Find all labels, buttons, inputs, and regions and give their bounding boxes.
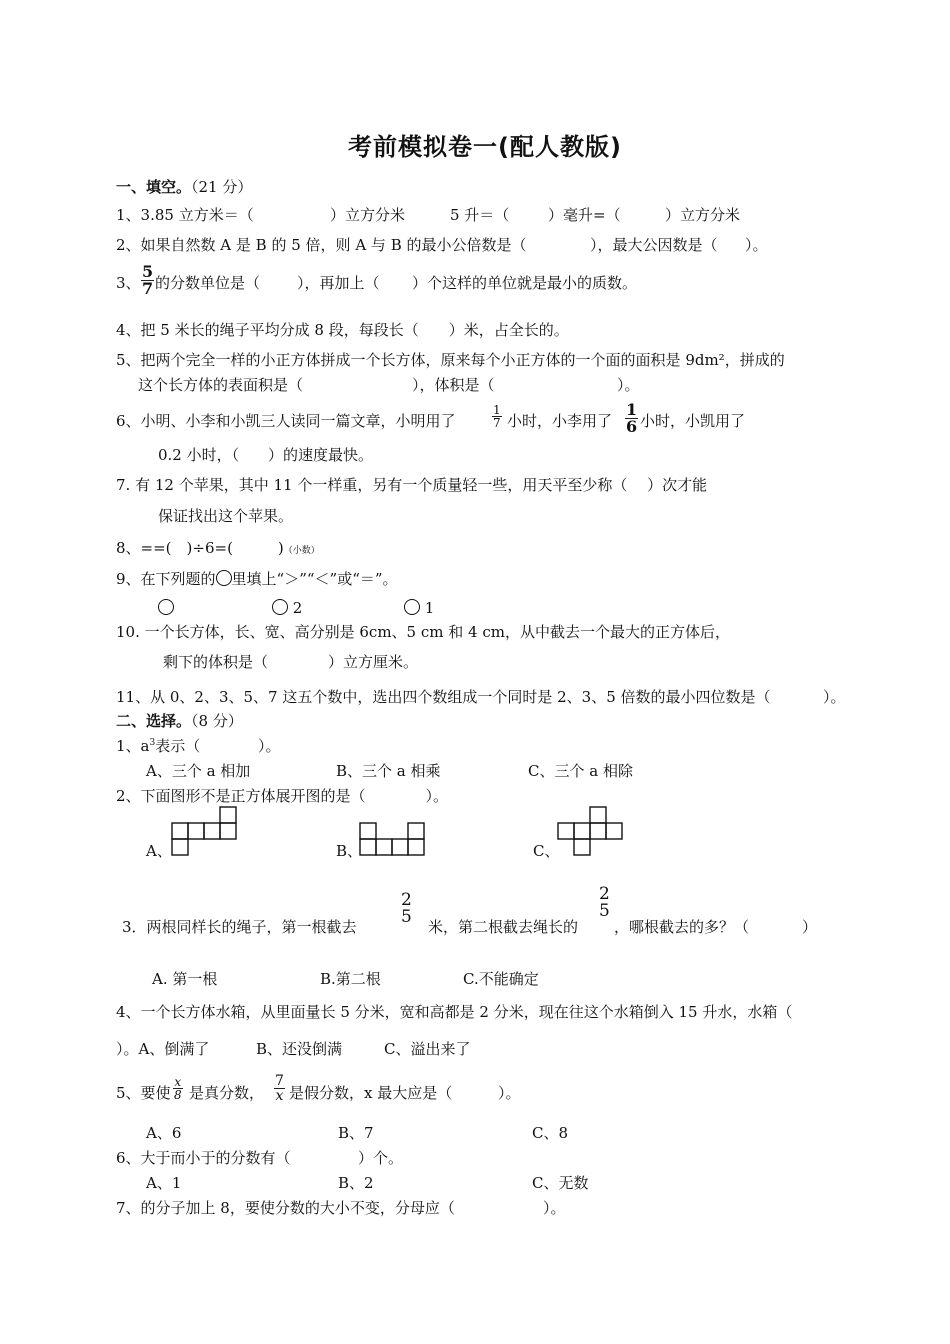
c1-option-b[interactable]: B、三个 a 相乘 bbox=[336, 762, 441, 780]
q2-text-c: ）。 bbox=[745, 236, 768, 254]
question-1 bbox=[0, 206, 950, 228]
c3-fraction-1 bbox=[400, 892, 413, 926]
question-6-line-1 bbox=[0, 400, 950, 444]
q11-text-a: 11、从 0、2、3、5、7 这五个数中，选出四个数组成一个同时是 2、3、5 倍数的最小四位数是（ bbox=[116, 688, 771, 706]
c5-option-a[interactable]: A、6 bbox=[146, 1124, 182, 1142]
q10-text-a: 剩下的体积是（ bbox=[163, 653, 269, 671]
c7-text-a: 7、的分子加上 8，要使分数的大小不变，分母应（ bbox=[116, 1199, 455, 1217]
section-score: （21 分） bbox=[191, 178, 253, 196]
circle-icon bbox=[216, 570, 232, 586]
c5-fraction-2 bbox=[274, 1074, 285, 1103]
fraction-denominator: 5 bbox=[401, 907, 412, 927]
question-9 bbox=[116, 570, 398, 588]
q8-note: （小数） bbox=[283, 546, 320, 556]
fraction-numerator: 2 bbox=[401, 890, 412, 910]
q1-text-e: ）立方分米 bbox=[665, 206, 741, 224]
q9-item-3-value: 1 bbox=[424, 599, 435, 617]
fraction-numerator: 1 bbox=[626, 400, 638, 419]
c5-option-b[interactable]: B、7 bbox=[338, 1124, 374, 1142]
c1-text-a bbox=[116, 737, 200, 755]
question-2 bbox=[0, 236, 950, 258]
c5-text-d: ）。 bbox=[498, 1084, 521, 1102]
choice-1-options bbox=[0, 762, 950, 784]
q5-text-a: 这个长方体的表面积是（ bbox=[138, 376, 304, 394]
cube-net-b bbox=[358, 822, 426, 856]
c4-option-c[interactable]: C、溢出来了 bbox=[384, 1040, 471, 1058]
c1-text-c: ）。 bbox=[258, 737, 281, 755]
question-10-line-2 bbox=[0, 653, 950, 675]
c5-text-a: 5、要使 bbox=[116, 1084, 171, 1102]
q6-text-c: 小时，小凯用了 bbox=[640, 412, 746, 430]
fraction-numerator: 1 bbox=[493, 403, 501, 417]
q1-text-c: 5 升＝（ bbox=[450, 206, 510, 224]
q5-text-c: ）。 bbox=[617, 376, 640, 394]
fraction-numerator: x bbox=[174, 1075, 182, 1089]
q6-text-a: 6、小明、小李和小凯三人读同一篇文章，小明用了 bbox=[116, 412, 456, 430]
c6-text-a: 6、大于而小于的分数有（ bbox=[116, 1149, 291, 1167]
choice-6-options bbox=[0, 1174, 950, 1196]
q11-text-b: ）。 bbox=[823, 688, 846, 706]
c3-text-c: ，哪根截去的多？（ bbox=[614, 918, 750, 936]
c2-option-c[interactable]: C、 bbox=[533, 842, 560, 860]
c1-exponent: 3 bbox=[149, 738, 156, 748]
section-title: 二、选择。 bbox=[116, 712, 192, 730]
q3-fraction bbox=[141, 264, 154, 297]
q5-text-b: ），体积是（ bbox=[412, 376, 495, 394]
q9-text-b: 里填上“＞”“＜”或“＝”。 bbox=[231, 570, 398, 588]
fraction-numerator: 2 bbox=[599, 884, 610, 904]
question-9-items bbox=[0, 599, 950, 621]
q3-text-a: 3、 bbox=[116, 274, 141, 292]
c6-option-a[interactable]: A、1 bbox=[146, 1174, 182, 1192]
c6-option-b[interactable]: B、2 bbox=[338, 1174, 374, 1192]
q6-line2-a: 0.2 小时，（ bbox=[158, 446, 240, 464]
q9-item-1[interactable] bbox=[158, 599, 174, 617]
q9-item-3[interactable] bbox=[404, 599, 434, 617]
question-10-line-1: 10. 一个长方体，长、宽、高分别是 6cm、5 cm 和 4 cm，从中截去一个最大的正方体后， bbox=[116, 623, 730, 641]
q2-text-b: ），最大公因数是（ bbox=[590, 236, 718, 254]
c3-text-a: 3．两根同样长的绳子，第一根截去 bbox=[122, 918, 357, 936]
circle-icon bbox=[272, 599, 288, 615]
q9-item-2-value: 2 bbox=[292, 599, 303, 617]
fraction-denominator: 7 bbox=[142, 279, 154, 298]
choice-3 bbox=[0, 886, 950, 936]
c6-text-b: ）个。 bbox=[358, 1149, 404, 1167]
c3-text-b: 米，第二根截去绳长的 bbox=[428, 918, 579, 936]
q1-text-a: 1、3.85 立方米＝（ bbox=[116, 206, 254, 224]
q6-fraction-1 bbox=[492, 404, 502, 429]
q3-text-b: 的分数单位是（ bbox=[155, 274, 261, 292]
q1-text-d: ）毫升=（ bbox=[548, 206, 621, 224]
choice-3-options bbox=[0, 970, 950, 992]
q1-text-b: ）立方分米 bbox=[330, 206, 406, 224]
c1-option-a[interactable]: A、三个 a 相加 bbox=[146, 762, 251, 780]
section-heading-fill-in bbox=[116, 178, 252, 196]
q3-text-c: ），再加上（ bbox=[297, 274, 380, 292]
q6-line2-b: ）的速度最快。 bbox=[268, 446, 374, 464]
question-7-line-2: 保证找出这个苹果。 bbox=[158, 507, 294, 525]
fraction-denominator: 8 bbox=[174, 1088, 182, 1102]
choice-5 bbox=[0, 1072, 950, 1116]
section-title: 一、填空。 bbox=[116, 178, 192, 196]
question-5-line-1: 5、把两个完全一样的小正方体拼成一个长方体，原来每个小正方体的一个面的面积是 9dm²，拼成的 bbox=[116, 351, 785, 369]
c5-fraction-1 bbox=[173, 1076, 183, 1101]
c1-prefix: 1、a bbox=[116, 737, 150, 755]
c2-option-b[interactable]: B、 bbox=[336, 842, 363, 860]
c3-option-b[interactable]: B.第二根 bbox=[320, 970, 381, 988]
choice-5-options bbox=[0, 1124, 950, 1146]
q6-text-b: 小时，小李用了 bbox=[507, 412, 613, 430]
question-6-line-2 bbox=[0, 446, 950, 468]
page-title: 考前模拟卷一(配人教版) bbox=[348, 133, 622, 161]
question-4: 4、把 5 米长的绳子平均分成 8 段，每段长（ ）米，占全长的。 bbox=[116, 321, 569, 339]
c4-option-a[interactable]: ）。A、倒满了 bbox=[116, 1040, 210, 1058]
circle-icon bbox=[158, 599, 174, 615]
c3-text-d: ） bbox=[802, 918, 818, 936]
c3-fraction-2 bbox=[598, 886, 611, 920]
c5-option-c[interactable]: C、8 bbox=[532, 1124, 569, 1142]
c3-option-c[interactable]: C.不能确定 bbox=[463, 970, 539, 988]
q9-item-2[interactable] bbox=[272, 599, 302, 617]
fraction-denominator: x bbox=[275, 1088, 284, 1104]
q2-text-a: 2、如果自然数 A 是 B 的 5 倍，则 A 与 B 的最小公倍数是（ bbox=[116, 236, 527, 254]
choice-2: 2、下面图形不是正方体展开图的是（ ）。 bbox=[116, 787, 449, 805]
q6-fraction-2 bbox=[625, 402, 638, 435]
c2-option-a[interactable]: A、 bbox=[146, 842, 172, 860]
question-8 bbox=[116, 539, 320, 557]
q10-text-b: ）立方厘米。 bbox=[328, 653, 419, 671]
c4-option-b[interactable]: B、还没倒满 bbox=[256, 1040, 343, 1058]
c5-text-c: 是假分数，x 最大应是（ bbox=[289, 1084, 453, 1102]
choice-4-line-1: 4、一个长方体水箱，从里面量长 5 分米，宽和高都是 2 分米，现在往这个水箱倒入 15 升水，水箱（ bbox=[116, 1003, 793, 1021]
circle-icon bbox=[404, 599, 420, 615]
fraction-numerator: 7 bbox=[275, 1073, 284, 1089]
choice-7 bbox=[0, 1199, 950, 1221]
c1-option-c[interactable]: C、三个 a 相除 bbox=[528, 762, 633, 780]
c5-text-b: 是真分数， bbox=[189, 1084, 265, 1102]
question-11 bbox=[0, 688, 950, 710]
q3-text-d: ）个这样的单位就是最小的质数。 bbox=[412, 274, 638, 292]
question-7-line-1: 7. 有 12 个苹果，其中 11 个一样重，另有一个质量轻一些，用天平至少称（ ）次才能 bbox=[116, 476, 708, 494]
section-heading-choice bbox=[116, 712, 243, 730]
c6-option-c[interactable]: C、无数 bbox=[532, 1174, 589, 1192]
fraction-denominator: 6 bbox=[626, 417, 638, 436]
c1-text-b: 表示（ bbox=[155, 737, 201, 755]
choice-1 bbox=[0, 737, 950, 759]
c7-text-b: ）。 bbox=[543, 1199, 566, 1217]
fraction-denominator: 7 bbox=[493, 416, 501, 430]
q8-text: 8、==( )÷6=( ) bbox=[116, 539, 284, 557]
choice-6 bbox=[0, 1149, 950, 1171]
question-5-line-2 bbox=[0, 376, 950, 398]
choice-4-line-2 bbox=[0, 1040, 950, 1062]
fraction-denominator: 5 bbox=[599, 901, 610, 921]
cube-net-a bbox=[170, 806, 238, 856]
fraction-numerator: 5 bbox=[142, 262, 154, 281]
cube-net-c bbox=[556, 806, 624, 856]
c3-option-a[interactable]: A. 第一根 bbox=[152, 970, 218, 988]
question-3 bbox=[0, 262, 950, 306]
q9-text-a: 9、在下列题的 bbox=[116, 570, 216, 588]
section-score: （8 分） bbox=[191, 712, 243, 730]
